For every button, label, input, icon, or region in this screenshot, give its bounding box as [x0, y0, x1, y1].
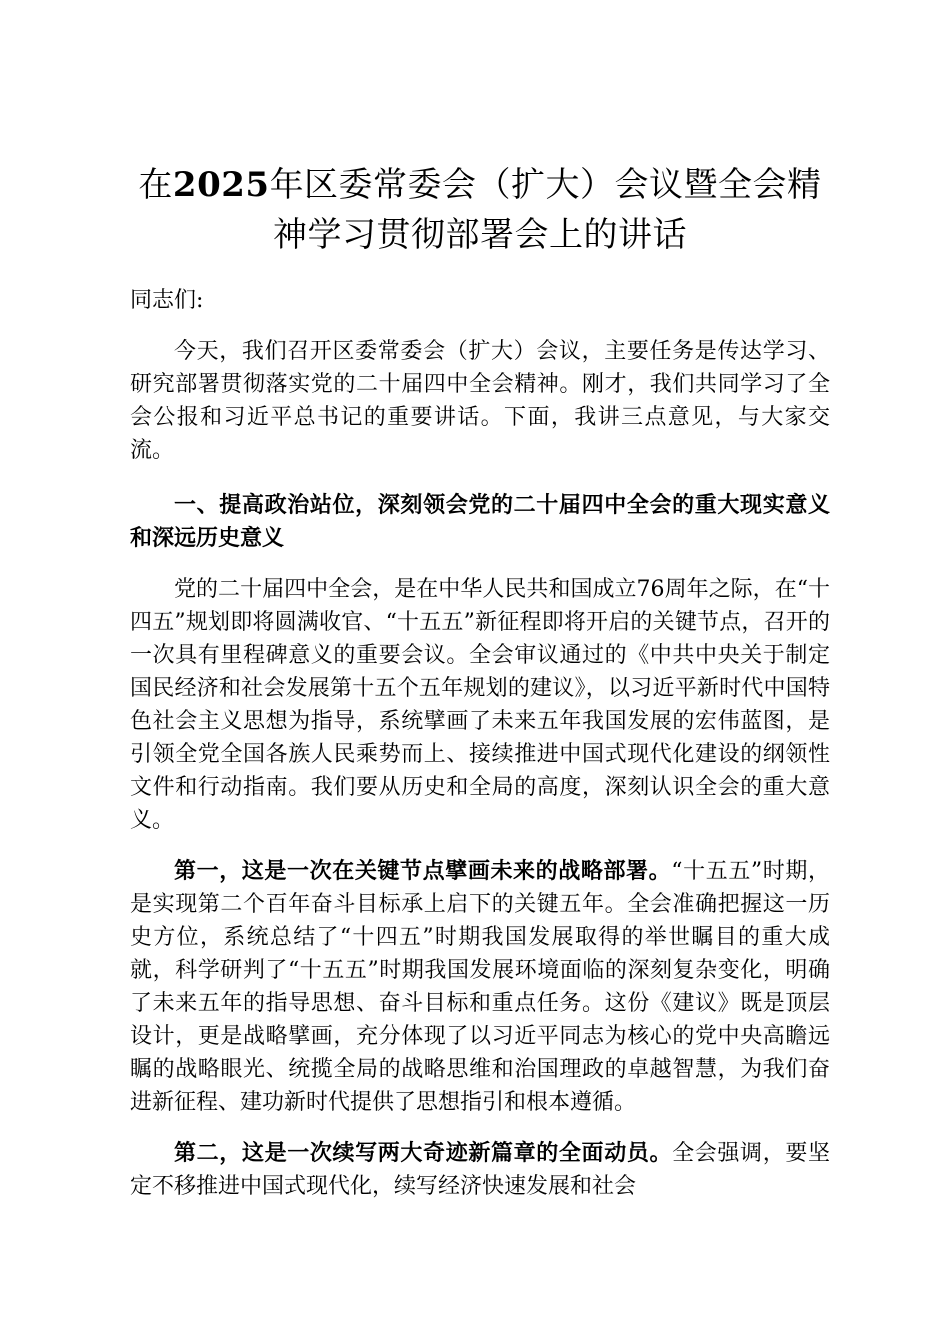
point-1-text: “十五五”时期，是实现第二个百年奋斗目标承上启下的关键五年。全会准确把握这一历史方位，系统总结了“十四五”时期我国发展取得的举世瞩目的重大成就，科学研判了“十五五”时期我国发展环境面临的深刻复杂变化，明确了未来五年的指导思想、奋斗目标和重点任务。这份《建议》既是顶层设计，更是战略擘画，充分体现了以习近平同志为核心的党中央高瞻远瞩的战略眼光、统揽全局的战略思维和治国理政的卓越智慧，为我们奋进新征程、建功新时代提供了思想指引和根本遵循。: [130, 859, 830, 1115]
document-page: [130, 160, 830, 1203]
intro-paragraph: 今天，我们召开区委常委会（扩大）会议，主要任务是传达学习、研究部署贯彻落实党的二十届四中全会精神。刚才，我们共同学习了全会公报和习近平总书记的重要讲话。下面，我讲三点意见，与大家交流。: [130, 339, 830, 463]
section-heading-1: 一、提高政治站位，深刻领会党的二十届四中全会的重大现实意义和深远历史意义: [130, 492, 830, 551]
salutation: 同志们:: [130, 288, 204, 313]
title-suffix: 年区委常委会（扩大）会议暨全会精神学习贯彻部署会上的讲话: [269, 165, 822, 255]
point-2-lead: 第二，这是一次续写两大奇迹新篇章的全面动员。: [174, 1140, 673, 1166]
point-1-paragraph: [130, 855, 830, 1119]
point-2-text: 全会强调，要坚定不移推进中国式现代化，续写经济快速发展和社会: [130, 1141, 830, 1199]
point-2-paragraph: [130, 1137, 830, 1203]
point-1-lead: 第一，这是一次在关键节点擘画未来的战略部署。: [174, 858, 672, 884]
title-prefix: 在: [138, 165, 173, 205]
title-year: 2025: [172, 165, 270, 205]
section1-paragraph: 党的二十届四中全会，是在中华人民共和国成立76周年之际，在“十四五”规划即将圆满收官、“十五五”新征程即将开启的关键节点，召开的一次具有里程碑意义的重要会议。全会审议通过的《中共中央关于制定国民经济和社会发展第十五个五年规划的建议》，以习近平新时代中国特色社会主义思想为指导，系统擘画了未来五年我国发展的宏伟蓝图，是引领全党全国各族人民乘势而上、接续推进中国式现代化建设的纲领性文件和行动指南。我们要从历史和全局的高度，深刻认识全会的重大意义。: [130, 577, 830, 833]
document-title: [130, 160, 830, 260]
